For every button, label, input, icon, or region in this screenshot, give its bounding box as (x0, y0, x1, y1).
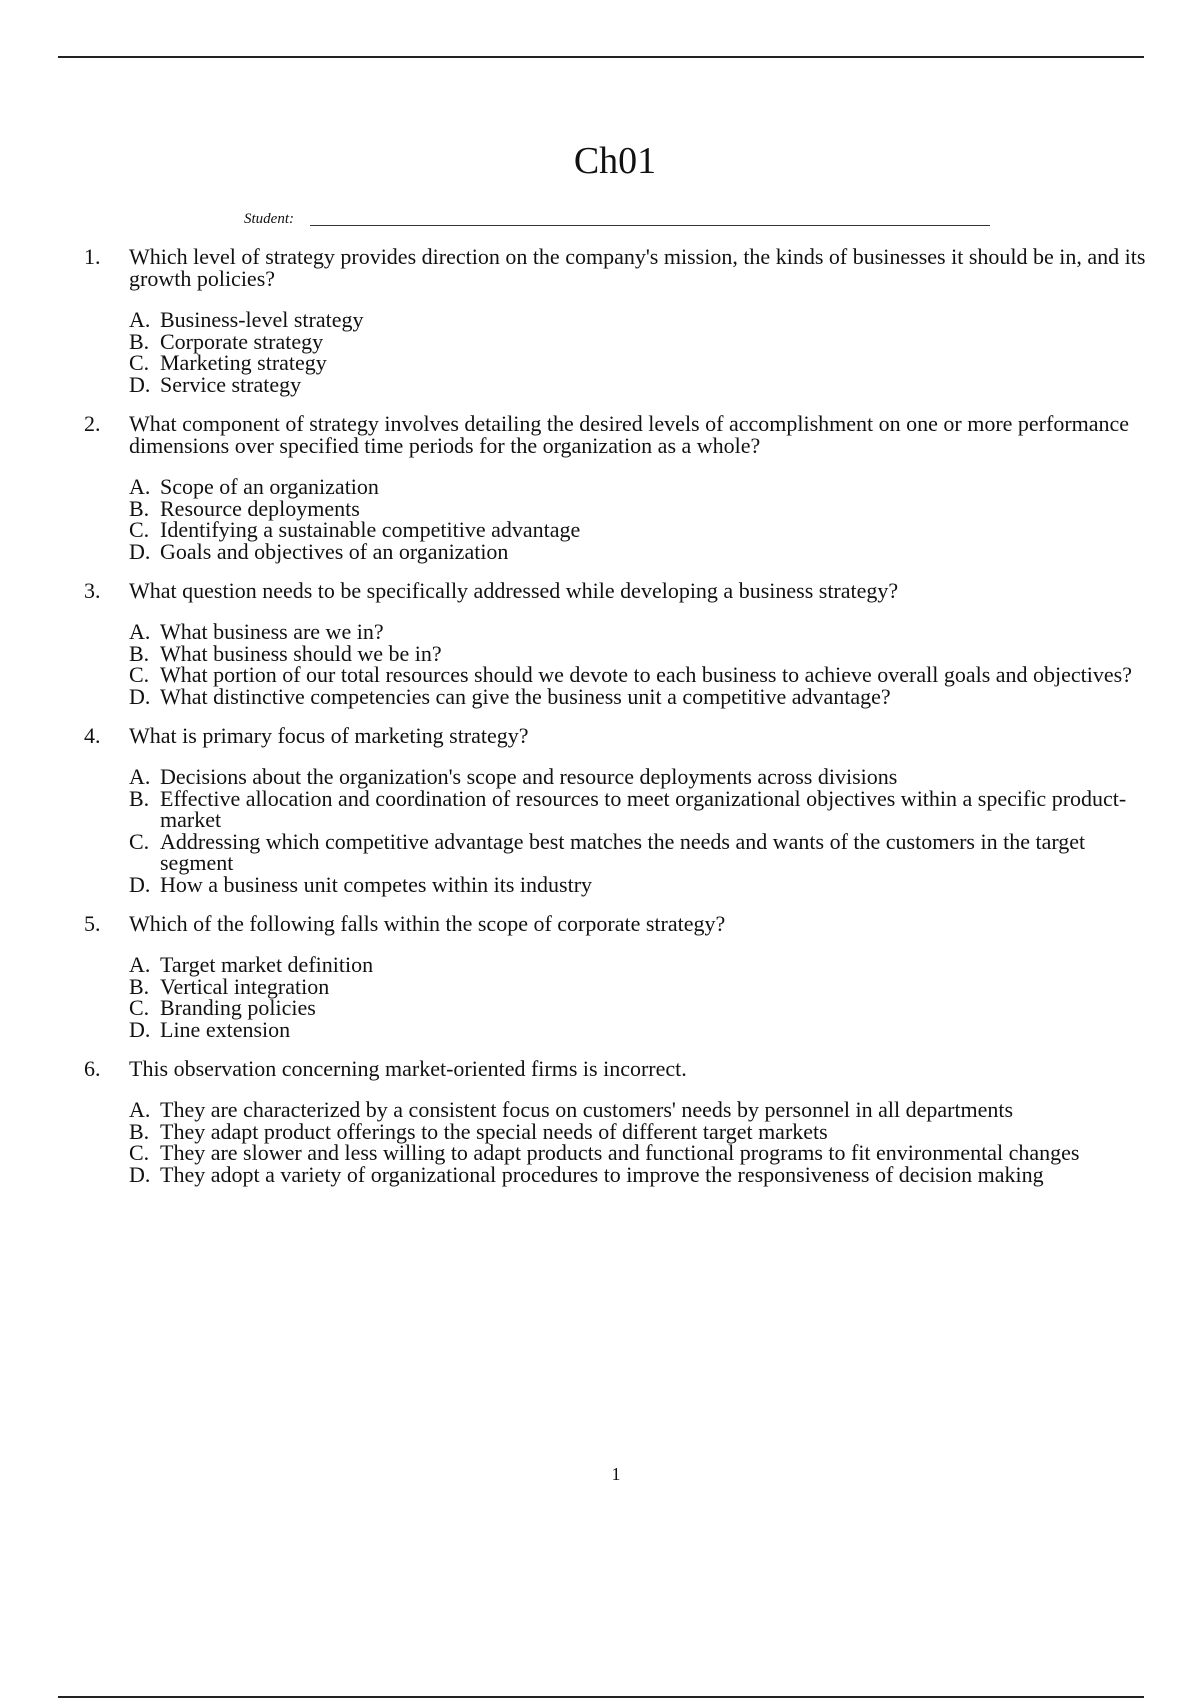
option-text: Service strategy (160, 371, 302, 397)
option-text: Goals and objectives of an organization (160, 538, 509, 564)
answer-option (129, 1142, 1150, 1164)
option-text: What distinctive competencies can give the business unit a competitive advantage? (160, 683, 891, 709)
question-text: Which of the following falls within the scope of corporate strategy? (129, 911, 726, 936)
answer-option (129, 538, 1150, 564)
option-letter: A. (129, 474, 151, 499)
answer-option (129, 309, 1150, 331)
option-text: Line extension (160, 1016, 291, 1042)
option-letter: C. (129, 350, 150, 375)
page-number: 1 (611, 1464, 621, 1484)
question-number: 1. (84, 244, 101, 269)
option-letter: C. (129, 517, 150, 542)
option-letter: A. (129, 764, 151, 789)
answer-option (129, 828, 1150, 875)
option-letter: B. (129, 495, 150, 521)
option-letter: B. (129, 328, 150, 354)
option-text: Effective allocation and coordination of resources to meet organizational objectives within a specific product-market (160, 785, 1127, 832)
option-letter: D. (129, 683, 151, 709)
answer-option (129, 476, 1150, 498)
question-text: What is primary focus of marketing strategy? (129, 723, 529, 748)
option-letter: D. (129, 1016, 151, 1042)
option-text: Branding policies (160, 995, 316, 1020)
question-4 (84, 725, 1150, 895)
option-letter: A. (129, 1097, 151, 1122)
answer-option (129, 1099, 1150, 1121)
document-title: Ch01 (573, 140, 657, 182)
answer-options (129, 621, 1150, 707)
option-text: Target market definition (160, 952, 374, 977)
answer-option (129, 664, 1150, 686)
option-text: Identifying a sustainable competitive advantage (160, 517, 581, 542)
question-text: What component of strategy involves detailing the desired levels of accomplishment on one or more performance dimensions over specified time periods for the organization as a whole? (129, 411, 1130, 458)
option-letter: A. (129, 619, 151, 644)
option-letter: B. (129, 640, 150, 666)
option-letter: C. (129, 995, 150, 1020)
option-text: They adopt a variety of organizational procedures to improve the responsiveness of decision making (160, 1161, 1044, 1187)
answer-option (129, 352, 1150, 374)
question-number: 5. (84, 911, 101, 936)
option-text: What business should we be in? (160, 640, 442, 666)
answer-options (129, 954, 1150, 1040)
option-letter: C. (129, 662, 150, 687)
answer-options (129, 1099, 1150, 1185)
answer-option (129, 785, 1150, 832)
answer-option (129, 1016, 1150, 1042)
option-text: What business are we in? (160, 619, 384, 644)
student-field (244, 208, 994, 232)
option-text: They are slower and less willing to adapt products and functional programs to fit environmental changes (160, 1140, 1080, 1165)
option-text: Marketing strategy (160, 350, 327, 375)
answer-option (129, 328, 1150, 354)
question-3 (84, 580, 1150, 707)
option-letter: C. (129, 1140, 150, 1165)
answer-option (129, 621, 1150, 643)
option-letter: D. (129, 871, 151, 897)
question-1 (84, 246, 1150, 395)
answer-option (129, 997, 1150, 1019)
question-text: This observation concerning market-oriented firms is incorrect. (129, 1056, 687, 1081)
option-text: Resource deployments (160, 495, 360, 521)
answer-option (129, 495, 1150, 521)
answer-option (129, 1118, 1150, 1144)
question-number: 4. (84, 723, 101, 748)
answer-option (129, 954, 1150, 976)
option-letter: A. (129, 952, 151, 977)
answer-option (129, 519, 1150, 541)
answer-option (129, 973, 1150, 999)
option-text: Scope of an organization (160, 474, 379, 499)
answer-option (129, 683, 1150, 709)
top-rule (58, 56, 1144, 58)
bottom-rule (58, 1696, 1144, 1698)
question-6 (84, 1058, 1150, 1185)
option-letter: B. (129, 785, 150, 811)
option-text: Corporate strategy (160, 328, 324, 354)
answer-options (129, 766, 1150, 895)
option-text: What portion of our total resources should we devote to each business to achieve overall goals and objectives? (160, 662, 1132, 687)
option-letter: D. (129, 1161, 151, 1187)
answer-option (129, 1161, 1150, 1187)
option-letter: B. (129, 973, 150, 999)
option-text: Business-level strategy (160, 307, 364, 332)
question-number: 6. (84, 1056, 101, 1081)
question-text: What question needs to be specifically addressed while developing a business strategy? (129, 578, 899, 603)
answer-option (129, 640, 1150, 666)
answer-option (129, 371, 1150, 397)
question-text: Which level of strategy provides direction on the company's mission, the kinds of businesses it should be in, and its growth policies? (129, 244, 1146, 291)
option-text: How a business unit competes within its industry (160, 871, 593, 897)
answer-option (129, 871, 1150, 897)
question-5 (84, 913, 1150, 1040)
question-list (84, 246, 1150, 1185)
option-text: They adapt product offerings to the special needs of different target markets (160, 1118, 828, 1144)
option-text: Addressing which competitive advantage best matches the needs and wants of the customers in the target segment (160, 828, 1086, 875)
student-label: Student: (244, 211, 294, 227)
answer-options (129, 309, 1150, 395)
option-text: Decisions about the organization's scope and resource deployments across divisions (160, 764, 898, 789)
option-letter: B. (129, 1118, 150, 1144)
question-number: 2. (84, 411, 101, 436)
option-letter: C. (129, 828, 150, 854)
option-letter: D. (129, 371, 151, 397)
student-name-line (310, 225, 990, 226)
answer-options (129, 476, 1150, 562)
option-text: They are characterized by a consistent focus on customers' needs by personnel in all departments (160, 1097, 1014, 1122)
answer-option (129, 766, 1150, 788)
question-2 (84, 413, 1150, 562)
option-letter: D. (129, 538, 151, 564)
question-number: 3. (84, 578, 101, 603)
option-letter: A. (129, 307, 151, 332)
option-text: Vertical integration (160, 973, 330, 999)
